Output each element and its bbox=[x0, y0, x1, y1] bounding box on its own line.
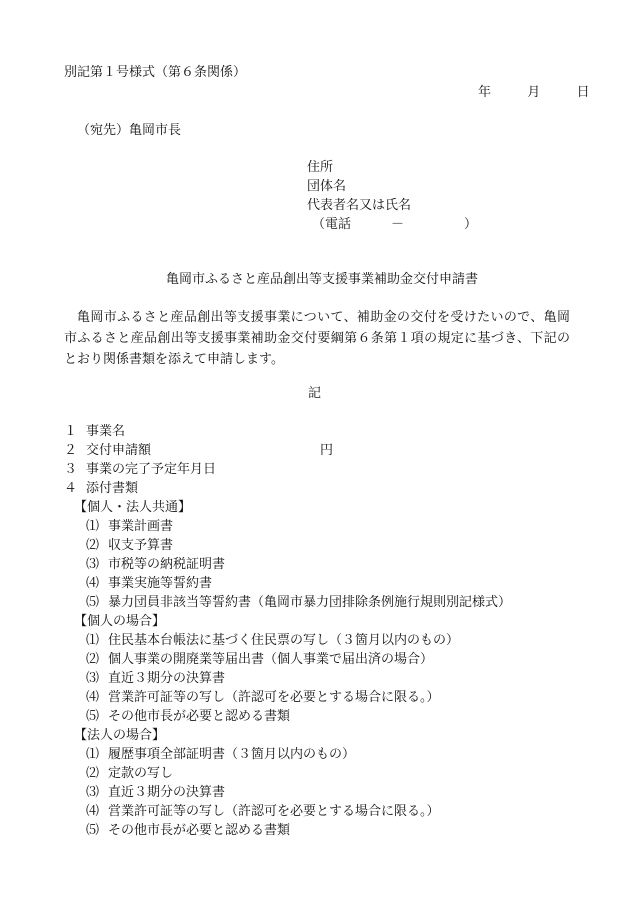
doc-item bbox=[86, 575, 212, 593]
group-heading-common: 【個人・法人共通】 bbox=[74, 500, 192, 515]
group-heading-corporate: 【法人の場合】 bbox=[74, 728, 166, 743]
body-paragraph: 亀岡市ふるさと産品創出等支援事業について、補助金の交付を受けたいので、亀岡市ふるさと産品創出等支援事業補助金交付要綱第６条第１項の規定に基づき、下記のとおり関係書類を添えて申請します。 bbox=[64, 310, 570, 367]
item-4 bbox=[64, 480, 138, 498]
doc-item bbox=[86, 594, 511, 612]
doc-number: ⑷ bbox=[86, 690, 100, 705]
doc-label: 暴力団員非該当等誓約書（亀岡市暴力団排除条例施行規則別記様式） bbox=[108, 595, 512, 610]
doc-number: ⑴ bbox=[86, 747, 100, 762]
doc-item bbox=[86, 746, 355, 764]
doc-item bbox=[86, 537, 173, 555]
item-number: １ bbox=[64, 424, 78, 439]
group-heading-individual: 【個人の場合】 bbox=[74, 614, 166, 629]
date-month: 月 bbox=[527, 85, 541, 100]
doc-label: 直近３期分の決算書 bbox=[108, 671, 226, 686]
item-number: ２ bbox=[64, 443, 78, 458]
doc-item bbox=[86, 689, 440, 707]
doc-item bbox=[86, 708, 290, 726]
doc-item bbox=[86, 632, 459, 650]
item-1 bbox=[64, 423, 125, 441]
item-label: 事業の完了予定年月日 bbox=[86, 462, 217, 477]
document-title: 亀岡市ふるさと産品創出等支援事業補助金交付申請書 bbox=[166, 272, 479, 287]
doc-number: ⑵ bbox=[86, 538, 100, 553]
doc-number: ⑶ bbox=[86, 671, 100, 686]
item-number: ４ bbox=[64, 481, 78, 496]
doc-label: 履歴事項全部証明書（３箇月以内のもの） bbox=[108, 747, 356, 762]
doc-item bbox=[86, 651, 433, 669]
doc-number: ⑸ bbox=[86, 709, 100, 724]
item-3 bbox=[64, 461, 216, 479]
form-label: 別記第１号様式（第６条関係） bbox=[64, 65, 247, 80]
doc-label: 営業許可証等の写し（許認可を必要とする場合に限る。） bbox=[108, 690, 440, 705]
phone-dash: － bbox=[391, 217, 405, 232]
doc-number: ⑴ bbox=[86, 519, 100, 534]
doc-label: 住民基本台帳法に基づく住民票の写し（３箇月以内のもの） bbox=[108, 633, 460, 648]
doc-number: ⑶ bbox=[86, 785, 100, 800]
doc-label: 直近３期分の決算書 bbox=[108, 785, 226, 800]
doc-label: その他市長が必要と認める書類 bbox=[108, 709, 291, 724]
item-2 bbox=[64, 442, 151, 460]
doc-number: ⑵ bbox=[86, 652, 100, 667]
doc-label: 市税等の納税証明書 bbox=[108, 557, 226, 572]
doc-item bbox=[86, 784, 225, 802]
phone-close: ） bbox=[464, 217, 478, 232]
doc-item bbox=[86, 822, 290, 840]
doc-number: ⑵ bbox=[86, 766, 100, 781]
phone-line bbox=[312, 216, 477, 234]
item-label: 事業名 bbox=[86, 424, 126, 439]
doc-label: 事業計画書 bbox=[108, 519, 174, 534]
date-year: 年 bbox=[478, 85, 492, 100]
address-label: 住所 bbox=[307, 160, 334, 175]
doc-number: ⑷ bbox=[86, 576, 100, 591]
yen-unit: 円 bbox=[320, 443, 334, 458]
doc-number: ⑸ bbox=[86, 823, 100, 838]
doc-label: 定款の写し bbox=[108, 766, 174, 781]
doc-number: ⑸ bbox=[86, 595, 100, 610]
item-label: 添付書類 bbox=[86, 481, 139, 496]
doc-label: 事業実施等誓約書 bbox=[108, 576, 213, 591]
doc-item bbox=[86, 803, 440, 821]
doc-item bbox=[86, 556, 225, 574]
doc-number: ⑶ bbox=[86, 557, 100, 572]
date-day: 日 bbox=[576, 85, 590, 100]
doc-number: ⑴ bbox=[86, 633, 100, 648]
doc-label: 個人事業の開廃業等届出書（個人事業で届出済の場合） bbox=[108, 652, 434, 667]
representative-label: 代表者名又は氏名 bbox=[307, 198, 412, 213]
doc-label: 収支予算書 bbox=[108, 538, 174, 553]
ki-label: 記 bbox=[308, 386, 322, 401]
doc-item bbox=[86, 670, 225, 688]
addressee: （宛先）亀岡市長 bbox=[77, 123, 182, 138]
group-name-label: 団体名 bbox=[307, 179, 347, 194]
doc-number: ⑷ bbox=[86, 804, 100, 819]
doc-item bbox=[86, 518, 173, 536]
doc-label: その他市長が必要と認める書類 bbox=[108, 823, 291, 838]
item-label: 交付申請額 bbox=[86, 443, 152, 458]
doc-item bbox=[86, 765, 173, 783]
phone-open: （電話 bbox=[312, 217, 352, 232]
doc-label: 営業許可証等の写し（許認可を必要とする場合に限る。） bbox=[108, 804, 440, 819]
item-number: ３ bbox=[64, 462, 78, 477]
date-line bbox=[478, 84, 590, 102]
